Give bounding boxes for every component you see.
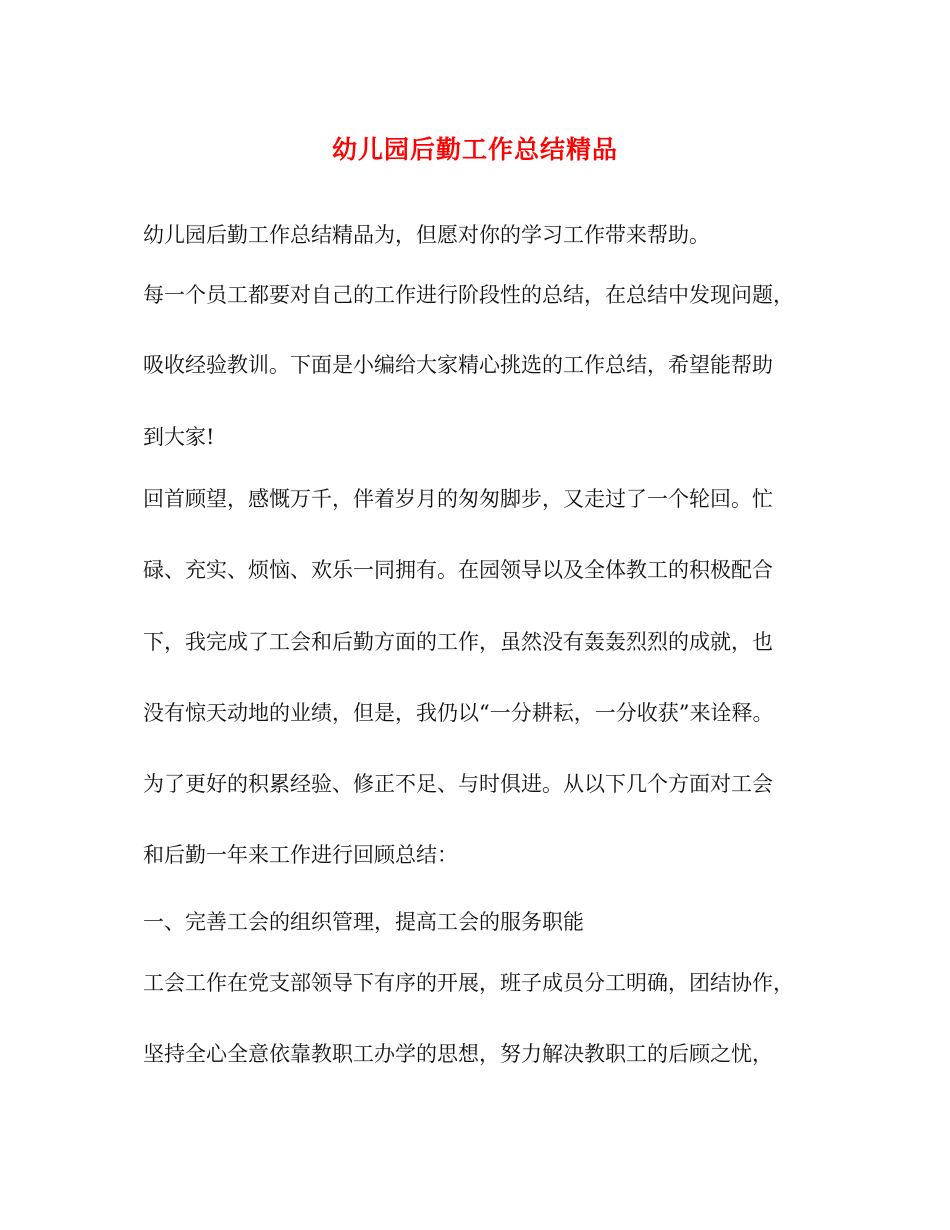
paragraph-line: 回首顾望，感慨万千，伴着岁月的匆匆脚步，又走过了一个轮回。忙 [143,487,773,511]
paragraph-line: 为了更好的积累经验、修正不足、与时俱进。从以下几个方面对工会 [143,772,773,796]
paragraph-line: 到大家! [143,425,215,449]
section-heading: 一、完善工会的组织管理，提高工会的服务职能 [143,910,584,934]
paragraph-line: 吸收经验教训。下面是小编给大家精心挑选的工作总结，希望能帮助 [143,353,773,377]
paragraph-line: 坚持全心全意依靠教职工办学的思想，努力解决教职工的后顾之忧， [143,1042,773,1066]
paragraph-line: 和后勤一年来工作进行回顾总结： [143,843,458,867]
paragraph-line-intro: 幼儿园后勤工作总结精品为，但愿对你的学习工作带来帮助。 [143,223,710,247]
paragraph-line: 下，我完成了工会和后勤方面的工作，虽然没有轰轰烈烈的成就，也 [143,630,773,654]
paragraph-line: 没有惊天动地的业绩，但是，我仍以“一分耕耘，一分收获”来诠释。 [143,701,774,725]
document-title: 幼儿园后勤工作总结精品 [331,135,618,164]
paragraph-line: 碌、充实、烦恼、欢乐一同拥有。在园领导以及全体教工的积极配合 [143,558,773,582]
paragraph-line: 每一个员工都要对自己的工作进行阶段性的总结，在总结中发现问题， [143,283,794,307]
paragraph-line: 工会工作在党支部领导下有序的开展，班子成员分工明确，团结协作， [143,971,794,995]
